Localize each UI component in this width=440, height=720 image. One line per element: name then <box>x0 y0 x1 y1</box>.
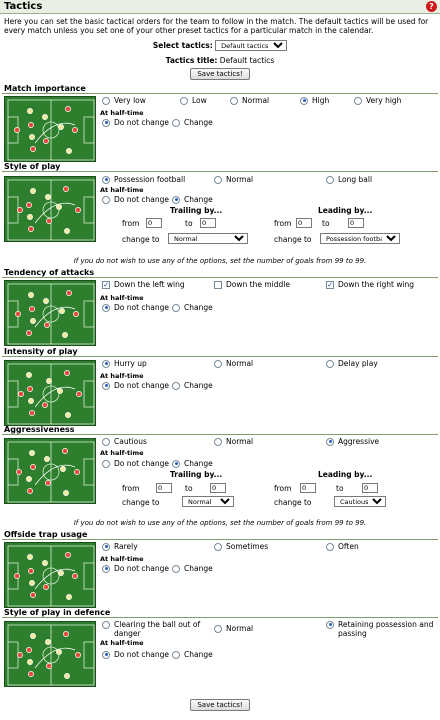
player-marker <box>29 450 34 455</box>
radio-aggressive[interactable]: Aggressive <box>326 437 379 446</box>
radio-do-not-change[interactable]: Do not change <box>102 381 169 390</box>
radio-cautious[interactable]: Cautious <box>102 437 147 446</box>
from-label: from <box>122 219 140 228</box>
player-marker <box>29 410 34 415</box>
pitch-svg <box>5 439 97 505</box>
movement-arrow <box>35 648 75 668</box>
radio-icon[interactable] <box>172 651 180 659</box>
player-marker <box>27 386 32 391</box>
radio-icon[interactable] <box>214 543 222 551</box>
pitch-svg <box>5 177 97 243</box>
pitch-diagram <box>4 621 96 687</box>
player-marker <box>58 570 63 575</box>
player-marker <box>14 573 19 578</box>
radio-change[interactable]: Change <box>172 303 213 312</box>
player-marker <box>27 214 32 219</box>
pitch-diagram <box>4 176 96 242</box>
player-marker <box>56 204 61 209</box>
radio-normal[interactable]: Normal <box>214 437 253 446</box>
note-text: If you do not wish to use any of the options, set the number of goals from 99 to 99. <box>73 519 367 527</box>
player-marker <box>56 649 61 654</box>
save-tactics-button-top[interactable]: Save tactics! <box>190 68 249 80</box>
player-marker <box>74 469 79 474</box>
from-label: from <box>274 219 292 228</box>
radio-icon[interactable] <box>102 119 110 127</box>
radio-change[interactable]: Change <box>172 564 213 573</box>
radio-icon[interactable] <box>102 565 110 573</box>
player-marker <box>43 138 48 143</box>
radio-normal[interactable]: Normal <box>214 624 253 633</box>
player-marker <box>30 592 35 597</box>
section-title: Match importance <box>4 84 86 93</box>
player-marker <box>45 480 50 485</box>
change-to-label: change to <box>122 498 160 507</box>
radio-icon[interactable] <box>102 360 110 368</box>
pitch-diagram <box>4 438 96 504</box>
trailing-by-label: Trailing by... <box>170 470 223 479</box>
player-marker <box>28 568 33 573</box>
player-marker <box>15 311 20 316</box>
trailing-change-to-select[interactable] <box>182 496 234 507</box>
player-marker <box>59 308 64 313</box>
player-marker <box>62 448 67 453</box>
from-label: from <box>274 484 292 493</box>
radio-do-not-change[interactable]: Do not change <box>102 459 169 468</box>
player-marker <box>26 476 31 481</box>
to-label: to <box>185 219 193 228</box>
player-marker <box>58 124 63 129</box>
player-marker <box>27 659 32 664</box>
from-label: from <box>122 484 140 493</box>
radio-icon[interactable] <box>102 382 110 390</box>
half-time-label: At half-time <box>100 372 144 380</box>
player-marker <box>45 639 50 644</box>
player-marker <box>75 652 80 657</box>
radio-change[interactable]: Change <box>172 650 213 659</box>
radio-normal[interactable]: Normal <box>214 359 253 368</box>
player-marker <box>46 663 51 668</box>
radio-icon[interactable] <box>102 543 110 551</box>
player-marker <box>42 402 47 407</box>
player-marker <box>27 108 32 113</box>
section-title: Style of play in defence <box>4 608 111 617</box>
player-marker <box>29 580 34 585</box>
checkbox-icon[interactable]: ✓ <box>327 280 333 289</box>
checkbox-icon[interactable] <box>214 281 222 289</box>
trailing-to-input[interactable]: 0 <box>210 483 226 493</box>
player-marker <box>64 370 69 375</box>
radio-icon[interactable] <box>102 621 110 629</box>
radio-icon[interactable] <box>326 360 334 368</box>
pitch-diagram <box>4 96 96 162</box>
radio-do-not-change[interactable]: Do not change <box>102 650 169 659</box>
select-tactics-label: Select tactics: <box>152 41 213 50</box>
radio-icon[interactable] <box>172 196 180 204</box>
half-time-label: At half-time <box>100 294 144 302</box>
player-marker <box>26 372 31 377</box>
radio-icon[interactable] <box>172 565 180 573</box>
radio-icon[interactable] <box>172 304 180 312</box>
radio-normal[interactable]: Normal <box>230 96 269 105</box>
player-marker <box>26 647 31 652</box>
radio-retaining-possession[interactable]: Retaining possession and passing <box>326 620 436 638</box>
player-marker <box>29 306 34 311</box>
radio-icon[interactable] <box>102 304 110 312</box>
player-marker <box>28 226 33 231</box>
section-title: Offside trap usage <box>4 530 88 539</box>
player-marker <box>14 127 19 132</box>
radio-low[interactable]: Low <box>180 96 207 105</box>
radio-do-not-change[interactable]: Do not change <box>102 303 169 312</box>
radio-hurry-up[interactable]: Hurry up <box>102 359 147 368</box>
help-icon[interactable]: ? <box>426 1 437 12</box>
player-marker <box>63 490 68 495</box>
page-title: Tactics <box>4 1 43 12</box>
radio-sometimes[interactable]: Sometimes <box>214 542 268 551</box>
half-time-label: At half-time <box>100 639 144 647</box>
radio-icon[interactable] <box>326 176 334 184</box>
radio-icon[interactable] <box>102 438 110 446</box>
leading-by-label: Leading by... <box>318 206 373 215</box>
radio-icon[interactable] <box>214 625 222 633</box>
player-marker <box>72 573 77 578</box>
half-time-label: At half-time <box>100 449 144 457</box>
player-marker <box>60 466 65 471</box>
radio-icon[interactable] <box>300 97 308 105</box>
radio-icon[interactable] <box>180 97 188 105</box>
movement-arrow <box>35 123 75 143</box>
leading-change-to-select[interactable] <box>320 233 400 244</box>
leading-by-label: Leading by... <box>318 470 373 479</box>
leading-change-to-select[interactable] <box>334 496 386 507</box>
leading-to-input[interactable]: 0 <box>362 483 378 493</box>
change-to-label: change to <box>122 235 160 244</box>
radio-icon[interactable] <box>172 460 180 468</box>
save-tactics-button-bottom[interactable]: Save tactics! <box>190 699 249 711</box>
movement-arrow <box>35 307 75 327</box>
player-marker <box>63 186 68 191</box>
radio-icon[interactable] <box>102 176 110 184</box>
player-marker <box>63 631 68 636</box>
pitch-svg <box>5 281 97 347</box>
radio-high[interactable]: High <box>300 96 329 105</box>
check-middle[interactable]: Down the middle <box>214 280 290 289</box>
trailing-from-input[interactable]: 0 <box>146 218 162 228</box>
section-title: Aggressiveness <box>4 425 75 434</box>
radio-clearing-ball[interactable]: Clearing the ball out of danger <box>102 620 212 638</box>
tactics-title-label: Tactics title: <box>165 56 218 65</box>
radio-possession-football[interactable]: Possession football <box>102 175 185 184</box>
half-time-label: At half-time <box>100 555 144 563</box>
player-marker <box>44 322 49 327</box>
pitch-svg <box>5 543 97 609</box>
player-marker <box>46 378 51 383</box>
player-marker <box>42 560 47 565</box>
tactics-title-row <box>0 56 440 65</box>
player-marker <box>76 391 81 396</box>
radio-delay-play[interactable]: Delay play <box>326 359 378 368</box>
player-marker <box>65 412 70 417</box>
select-tactics-dropdown[interactable] <box>215 40 287 51</box>
radio-icon[interactable] <box>172 119 180 127</box>
player-marker <box>42 114 47 119</box>
player-marker <box>62 332 67 337</box>
movement-arrow <box>35 465 75 485</box>
player-marker <box>28 671 33 676</box>
radio-do-not-change[interactable]: Do not change <box>102 564 169 573</box>
radio-icon[interactable] <box>102 97 110 105</box>
to-label: to <box>185 484 193 493</box>
to-label: to <box>336 484 344 493</box>
to-label: to <box>322 219 330 228</box>
radio-icon[interactable] <box>326 621 334 629</box>
player-marker <box>64 228 69 233</box>
radio-icon[interactable] <box>354 97 362 105</box>
change-to-label: change to <box>274 498 312 507</box>
player-marker <box>65 552 70 557</box>
movement-arrow <box>35 569 75 589</box>
section-title: Intensity of play <box>4 347 78 356</box>
player-marker <box>30 146 35 151</box>
player-marker <box>75 207 80 212</box>
radio-rarely[interactable]: Rarely <box>102 542 138 551</box>
radio-change[interactable]: Change <box>172 381 213 390</box>
intro-text: Here you can set the basic tactical orders for the team to follow in the match. The default tactics will be used for every match unless you set one of your other preset tactics for a particular match in the calendar. <box>4 17 429 35</box>
check-left-wing[interactable]: ✓ Down the left wing <box>103 280 185 289</box>
leading-from-input[interactable]: 0 <box>300 483 316 493</box>
player-marker <box>66 290 71 295</box>
movement-arrow <box>35 387 75 407</box>
player-marker <box>64 673 69 678</box>
player-marker <box>26 202 31 207</box>
radio-do-not-change[interactable]: Do not change <box>102 195 169 204</box>
half-time-label: At half-time <box>100 109 144 117</box>
player-marker <box>57 388 62 393</box>
radio-icon[interactable] <box>214 438 222 446</box>
radio-change[interactable]: Change <box>172 118 213 127</box>
radio-icon[interactable] <box>214 360 222 368</box>
leading-from-input[interactable]: 0 <box>296 218 312 228</box>
player-marker <box>66 148 71 153</box>
player-marker <box>18 391 23 396</box>
leading-to-input[interactable]: 0 <box>348 218 364 228</box>
radio-change[interactable]: Change <box>172 195 213 204</box>
movement-arrow <box>35 203 75 223</box>
pitch-svg <box>5 361 97 427</box>
player-marker <box>73 311 78 316</box>
player-marker <box>17 207 22 212</box>
trailing-by-label: Trailing by... <box>170 206 223 215</box>
pitch-svg <box>5 622 97 688</box>
trailing-to-input[interactable]: 0 <box>200 218 216 228</box>
player-marker <box>65 106 70 111</box>
radio-very-low[interactable]: Very low <box>102 96 146 105</box>
player-marker <box>30 188 35 193</box>
player-marker <box>43 584 48 589</box>
radio-icon[interactable] <box>326 543 334 551</box>
player-marker <box>16 469 21 474</box>
select-tactics-row <box>0 40 440 51</box>
change-to-label: change to <box>274 235 312 244</box>
player-marker <box>27 488 32 493</box>
radio-icon[interactable] <box>102 196 110 204</box>
radio-normal[interactable]: Normal <box>214 175 253 184</box>
radio-change[interactable]: Change <box>172 459 213 468</box>
player-marker <box>43 298 48 303</box>
checkbox-icon[interactable]: ✓ <box>103 280 109 289</box>
player-marker <box>26 330 31 335</box>
player-marker <box>30 633 35 638</box>
player-marker <box>44 456 49 461</box>
half-time-label: At half-time <box>100 186 144 194</box>
player-marker <box>28 122 33 127</box>
player-marker <box>72 127 77 132</box>
radio-very-high[interactable]: Very high <box>354 96 401 105</box>
radio-icon[interactable] <box>214 176 222 184</box>
player-marker <box>28 398 33 403</box>
trailing-from-input[interactable]: 0 <box>156 483 172 493</box>
player-marker <box>29 134 34 139</box>
pitch-diagram <box>4 280 96 346</box>
radio-icon[interactable] <box>102 651 110 659</box>
radio-icon[interactable] <box>230 97 238 105</box>
player-marker <box>17 652 22 657</box>
note-text: If you do not wish to use any of the options, set the number of goals from 99 to 99. <box>73 257 367 265</box>
radio-icon[interactable] <box>102 460 110 468</box>
pitch-diagram <box>4 542 96 608</box>
player-marker <box>28 292 33 297</box>
player-marker <box>45 194 50 199</box>
player-marker <box>46 218 51 223</box>
page-header <box>0 0 440 14</box>
pitch-svg <box>5 97 97 163</box>
section-title: Tendency of attacks <box>4 268 95 277</box>
pitch-diagram <box>4 360 96 426</box>
check-right-wing[interactable]: ✓ Down the right wing <box>327 280 415 289</box>
player-marker <box>30 318 35 323</box>
player-marker <box>27 554 32 559</box>
radio-icon[interactable] <box>172 382 180 390</box>
section-title: Style of play <box>4 162 61 171</box>
radio-long-ball[interactable]: Long ball <box>326 175 372 184</box>
player-marker <box>66 594 71 599</box>
player-marker <box>30 464 35 469</box>
trailing-change-to-select[interactable] <box>168 233 248 244</box>
tactics-title-value: Default tactics <box>219 56 275 65</box>
radio-often[interactable]: Often <box>326 542 359 551</box>
radio-icon[interactable] <box>326 438 334 446</box>
radio-do-not-change[interactable]: Do not change <box>102 118 169 127</box>
